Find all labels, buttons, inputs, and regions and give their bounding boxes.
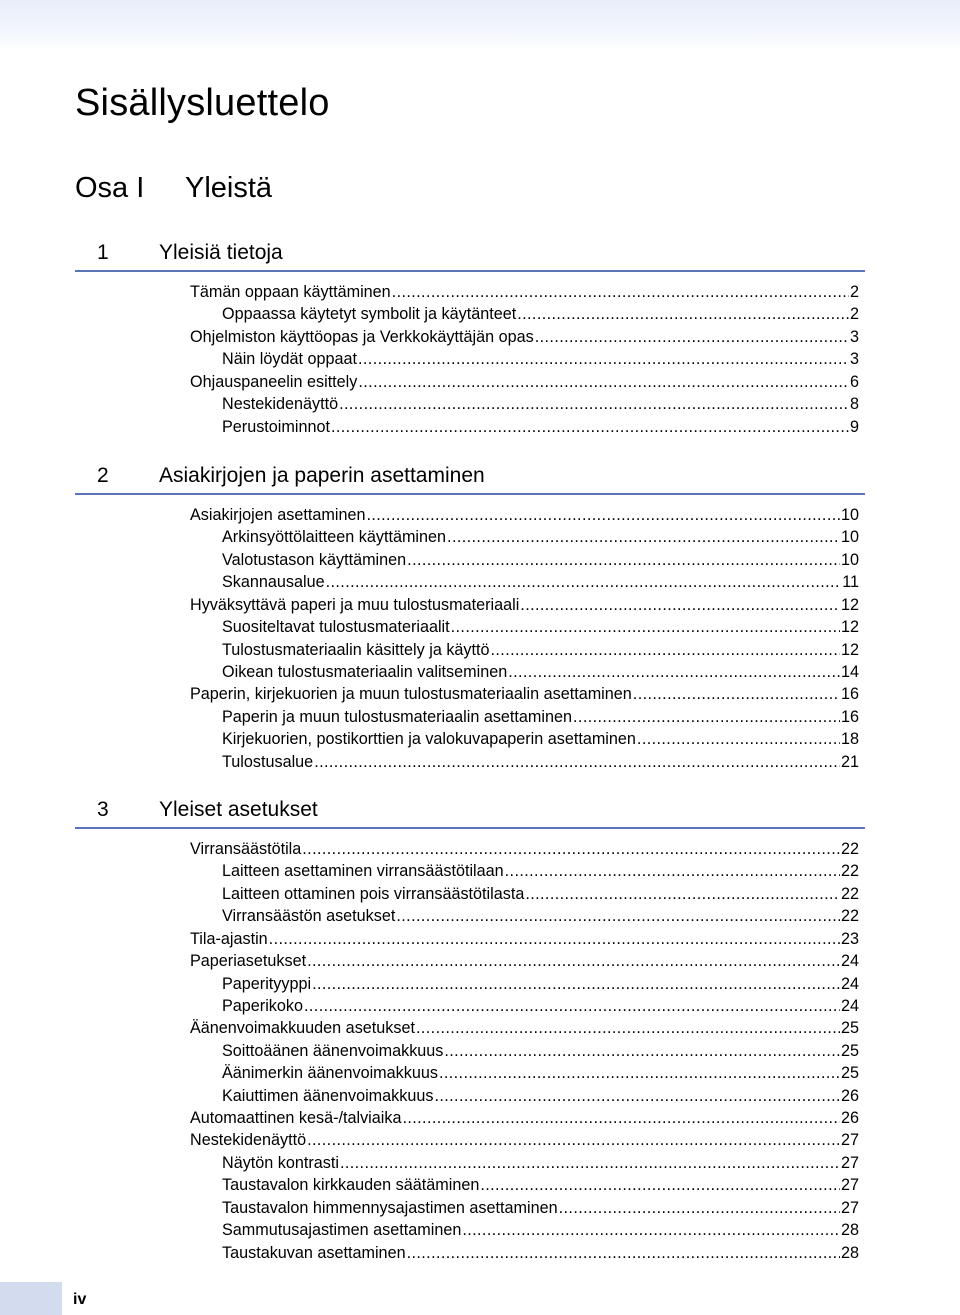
toc-entry[interactable]: [190, 860, 859, 882]
toc-entry[interactable]: [190, 1219, 859, 1241]
toc-entry-page: 25: [840, 1064, 859, 1083]
toc-entry-page: 21: [840, 752, 859, 771]
part-heading: [75, 168, 272, 208]
toc-entry[interactable]: [190, 883, 859, 905]
toc-entry-title: Paperikoko: [222, 996, 303, 1015]
dot-leader: [416, 1017, 840, 1039]
dot-leader: [447, 526, 840, 548]
toc-entry-title: Oikean tulostusmateriaalin valitseminen: [222, 662, 508, 681]
toc-entry-title: Taustavalon himmennysajastimen asettaminen: [222, 1198, 558, 1217]
dot-leader: [307, 1129, 840, 1151]
toc-entry-page: 28: [840, 1221, 859, 1240]
toc-entry[interactable]: [190, 639, 859, 661]
dot-leader: [402, 1107, 840, 1129]
chapter-number: 2: [97, 464, 109, 487]
toc-entry[interactable]: [190, 928, 859, 950]
toc-entry-page: 22: [840, 884, 859, 903]
toc-entry[interactable]: [190, 838, 859, 860]
toc-entry-page: 12: [840, 618, 859, 637]
toc-entry-page: 26: [840, 1109, 859, 1128]
toc-entry-page: 12: [840, 595, 859, 614]
toc-entry-title: Hyväksyttävä paperi ja muu tulostusmateriaali: [190, 595, 520, 614]
toc-entry-title: Tämän oppaan käyttäminen: [190, 283, 391, 301]
toc-entry[interactable]: [190, 1085, 859, 1107]
toc-entry-title: Arkinsyöttölaitteen käyttäminen: [222, 528, 447, 547]
toc-entry[interactable]: [190, 1062, 859, 1084]
toc-entry[interactable]: [190, 416, 859, 438]
toc-entry-title: Valotustason käyttäminen: [222, 550, 407, 569]
toc-entry[interactable]: [190, 326, 859, 348]
chapter-heading[interactable]: [75, 793, 865, 829]
toc-entry-title: Tulostusalue: [222, 752, 314, 771]
toc-entry-title: Nestekidenäyttö: [222, 395, 339, 414]
toc-entry-page: 27: [840, 1198, 859, 1217]
toc-entry[interactable]: [190, 348, 859, 370]
toc-entry-page: 16: [840, 707, 859, 726]
toc-entry-title: Ohjelmiston käyttöopas ja Verkkokäyttäjän opas: [190, 327, 534, 346]
toc-entry-title: Virransäästön asetukset: [222, 907, 396, 926]
toc-entry-page: 10: [840, 506, 859, 524]
dot-leader: [520, 594, 840, 616]
dot-leader: [339, 393, 849, 415]
dot-leader: [480, 1174, 840, 1196]
header-band: [0, 0, 960, 50]
toc-list: [190, 504, 859, 773]
toc-entry[interactable]: [190, 973, 859, 995]
chapter-title: Yleiset asetukset: [159, 798, 318, 821]
toc-entry-page: 10: [840, 550, 859, 569]
toc-entry-title: Virransäästötila: [190, 840, 302, 858]
toc-entry[interactable]: [190, 303, 859, 325]
part-title: Yleistä: [185, 172, 273, 204]
toc-entry-page: 6: [849, 372, 859, 391]
toc-entry-title: Laitteen ottaminen pois virransäästötilasta: [222, 884, 525, 903]
dot-leader: [314, 751, 840, 773]
dot-leader: [366, 504, 840, 526]
toc-entry[interactable]: [190, 594, 859, 616]
dot-leader: [326, 571, 842, 593]
toc-entry-title: Perustoiminnot: [222, 417, 330, 436]
dot-leader: [358, 371, 849, 393]
toc-list: [190, 281, 859, 438]
dot-leader: [439, 1062, 840, 1084]
toc-entry-title: Näin löydät oppaat: [222, 350, 357, 369]
chapter-title: Yleisiä tietoja: [159, 241, 283, 264]
dot-leader: [517, 303, 849, 325]
toc-entry-title: Taustakuvan asettaminen: [222, 1243, 406, 1262]
dot-leader: [451, 616, 840, 638]
dot-leader: [340, 1152, 840, 1174]
toc-entry-page: 22: [840, 907, 859, 926]
dot-leader: [525, 883, 840, 905]
toc-entry-page: 28: [840, 1243, 859, 1262]
toc-entry-page: 23: [840, 929, 859, 948]
toc-entry-title: Paperin, kirjekuorien ja muun tulostusmateriaalin asettaminen: [190, 685, 632, 704]
toc-entry[interactable]: [190, 549, 859, 571]
toc-entry-page: 22: [840, 862, 859, 881]
toc-entry[interactable]: [190, 1107, 859, 1129]
dot-leader: [407, 549, 840, 571]
toc-entry-title: Paperin ja muun tulostusmateriaalin asettaminen: [222, 707, 573, 726]
toc-entry[interactable]: [190, 661, 859, 683]
toc-entry[interactable]: [190, 1174, 859, 1196]
toc-entry-page: 12: [840, 640, 859, 659]
toc-entry-page: 2: [849, 283, 859, 301]
toc-entry[interactable]: [190, 950, 859, 972]
toc-entry-title: Kaiuttimen äänenvoimakkuus: [222, 1086, 434, 1105]
toc-entry[interactable]: [190, 683, 859, 705]
dot-leader: [434, 1085, 840, 1107]
toc-entry-page: 3: [849, 327, 859, 346]
dot-leader: [302, 838, 840, 860]
toc-entry[interactable]: [190, 281, 859, 303]
toc-entry-title: Tila-ajastin: [190, 929, 268, 948]
toc-entry-page: 8: [849, 395, 859, 414]
page-number: iv: [73, 1291, 87, 1308]
dot-leader: [312, 973, 840, 995]
dot-leader: [637, 728, 840, 750]
chapter-number: 3: [97, 798, 109, 821]
toc-entry[interactable]: [190, 905, 859, 927]
toc-entry-title: Ohjauspaneelin esittely: [190, 372, 358, 391]
toc-entry-page: 22: [840, 840, 859, 858]
dot-leader: [559, 1197, 840, 1219]
toc-entry[interactable]: [190, 728, 859, 750]
dot-leader: [444, 1040, 840, 1062]
chapter-heading[interactable]: [75, 459, 865, 495]
dot-leader: [505, 860, 840, 882]
chapter-title: Asiakirjojen ja paperin asettaminen: [159, 464, 485, 487]
toc-entry-page: 24: [840, 974, 859, 993]
toc-entry-title: Äänimerkin äänenvoimakkuus: [222, 1064, 438, 1083]
toc-entry[interactable]: [190, 616, 859, 638]
dot-leader: [392, 281, 849, 303]
dot-leader: [269, 928, 840, 950]
toc-entry[interactable]: [190, 995, 859, 1017]
toc-entry-title: Suositeltavat tulostusmateriaalit: [222, 618, 450, 637]
toc-entry-page: 14: [840, 662, 859, 681]
page-title: Sisällysluettelo: [75, 82, 330, 124]
toc-entry[interactable]: [190, 393, 859, 415]
toc-entry-title: Paperiasetukset: [190, 952, 307, 971]
toc-entry[interactable]: [190, 1040, 859, 1062]
dot-leader: [508, 661, 840, 683]
toc-entry-title: Paperityyppi: [222, 974, 312, 993]
dot-leader: [462, 1219, 840, 1241]
toc-entry[interactable]: [190, 1017, 859, 1039]
toc-entry[interactable]: [190, 751, 859, 773]
toc-entry-page: 26: [840, 1086, 859, 1105]
toc-entry[interactable]: [190, 1242, 859, 1264]
toc-entry-title: Automaattinen kesä-/talviaika: [190, 1109, 402, 1128]
dot-leader: [573, 706, 840, 728]
toc-entry-title: Nestekidenäyttö: [190, 1131, 307, 1150]
dot-leader: [633, 683, 840, 705]
toc-entry-page: 27: [840, 1176, 859, 1195]
toc-entry-title: Näytön kontrasti: [222, 1153, 339, 1172]
toc-entry-title: Äänenvoimakkuuden asetukset: [190, 1019, 415, 1038]
toc-entry[interactable]: [190, 526, 859, 548]
toc-entry[interactable]: [190, 571, 859, 593]
toc-entry-page: 9: [849, 417, 859, 436]
toc-entry-title: Laitteen asettaminen virransäästötilaan: [222, 862, 504, 881]
toc-entry-page: 10: [840, 528, 859, 547]
dot-leader: [331, 416, 849, 438]
toc-entry-page: 27: [840, 1153, 859, 1172]
toc-entry[interactable]: [190, 1152, 859, 1174]
toc-entry-page: 25: [840, 1041, 859, 1060]
toc-entry[interactable]: [190, 504, 859, 526]
dot-leader: [358, 348, 849, 370]
toc-entry-page: 24: [840, 952, 859, 971]
toc-entry-title: Kirjekuorien, postikorttien ja valokuvapaperin asettaminen: [222, 730, 636, 749]
dot-leader: [535, 326, 849, 348]
toc-entry-title: Tulostusmateriaalin käsittely ja käyttö: [222, 640, 490, 659]
toc-entry-page: 27: [840, 1131, 859, 1150]
chapter-number: 1: [97, 241, 109, 264]
toc-entry-page: 11: [842, 573, 859, 592]
dot-leader: [396, 905, 840, 927]
toc-entry[interactable]: [190, 1197, 859, 1219]
toc-entry[interactable]: [190, 371, 859, 393]
page-number-tab: [0, 1282, 62, 1315]
dot-leader: [307, 950, 840, 972]
toc-entry-title: Asiakirjojen asettaminen: [190, 506, 366, 524]
dot-leader: [304, 995, 840, 1017]
toc-entry-page: 3: [849, 350, 859, 369]
toc-entry-title: Oppaassa käytetyt symbolit ja käytänteet: [222, 305, 517, 324]
toc-entry-title: Taustavalon kirkkauden säätäminen: [222, 1176, 480, 1195]
chapter-heading[interactable]: [75, 236, 865, 272]
toc-list: [190, 838, 859, 1264]
toc-entry[interactable]: [190, 706, 859, 728]
toc-entry[interactable]: [190, 1129, 859, 1151]
toc-entry-title: Sammutusajastimen asettaminen: [222, 1221, 462, 1240]
toc-entry-page: 2: [849, 305, 859, 324]
part-number: Osa I: [75, 172, 145, 204]
toc-entry-page: 18: [840, 730, 859, 749]
toc-entry-page: 25: [840, 1019, 859, 1038]
toc-entry-page: 16: [840, 685, 859, 704]
toc-entry-page: 24: [840, 996, 859, 1015]
toc-entry-title: Skannausalue: [222, 573, 325, 592]
dot-leader: [407, 1242, 840, 1264]
dot-leader: [491, 639, 840, 661]
toc-entry-title: Soittoäänen äänenvoimakkuus: [222, 1041, 444, 1060]
